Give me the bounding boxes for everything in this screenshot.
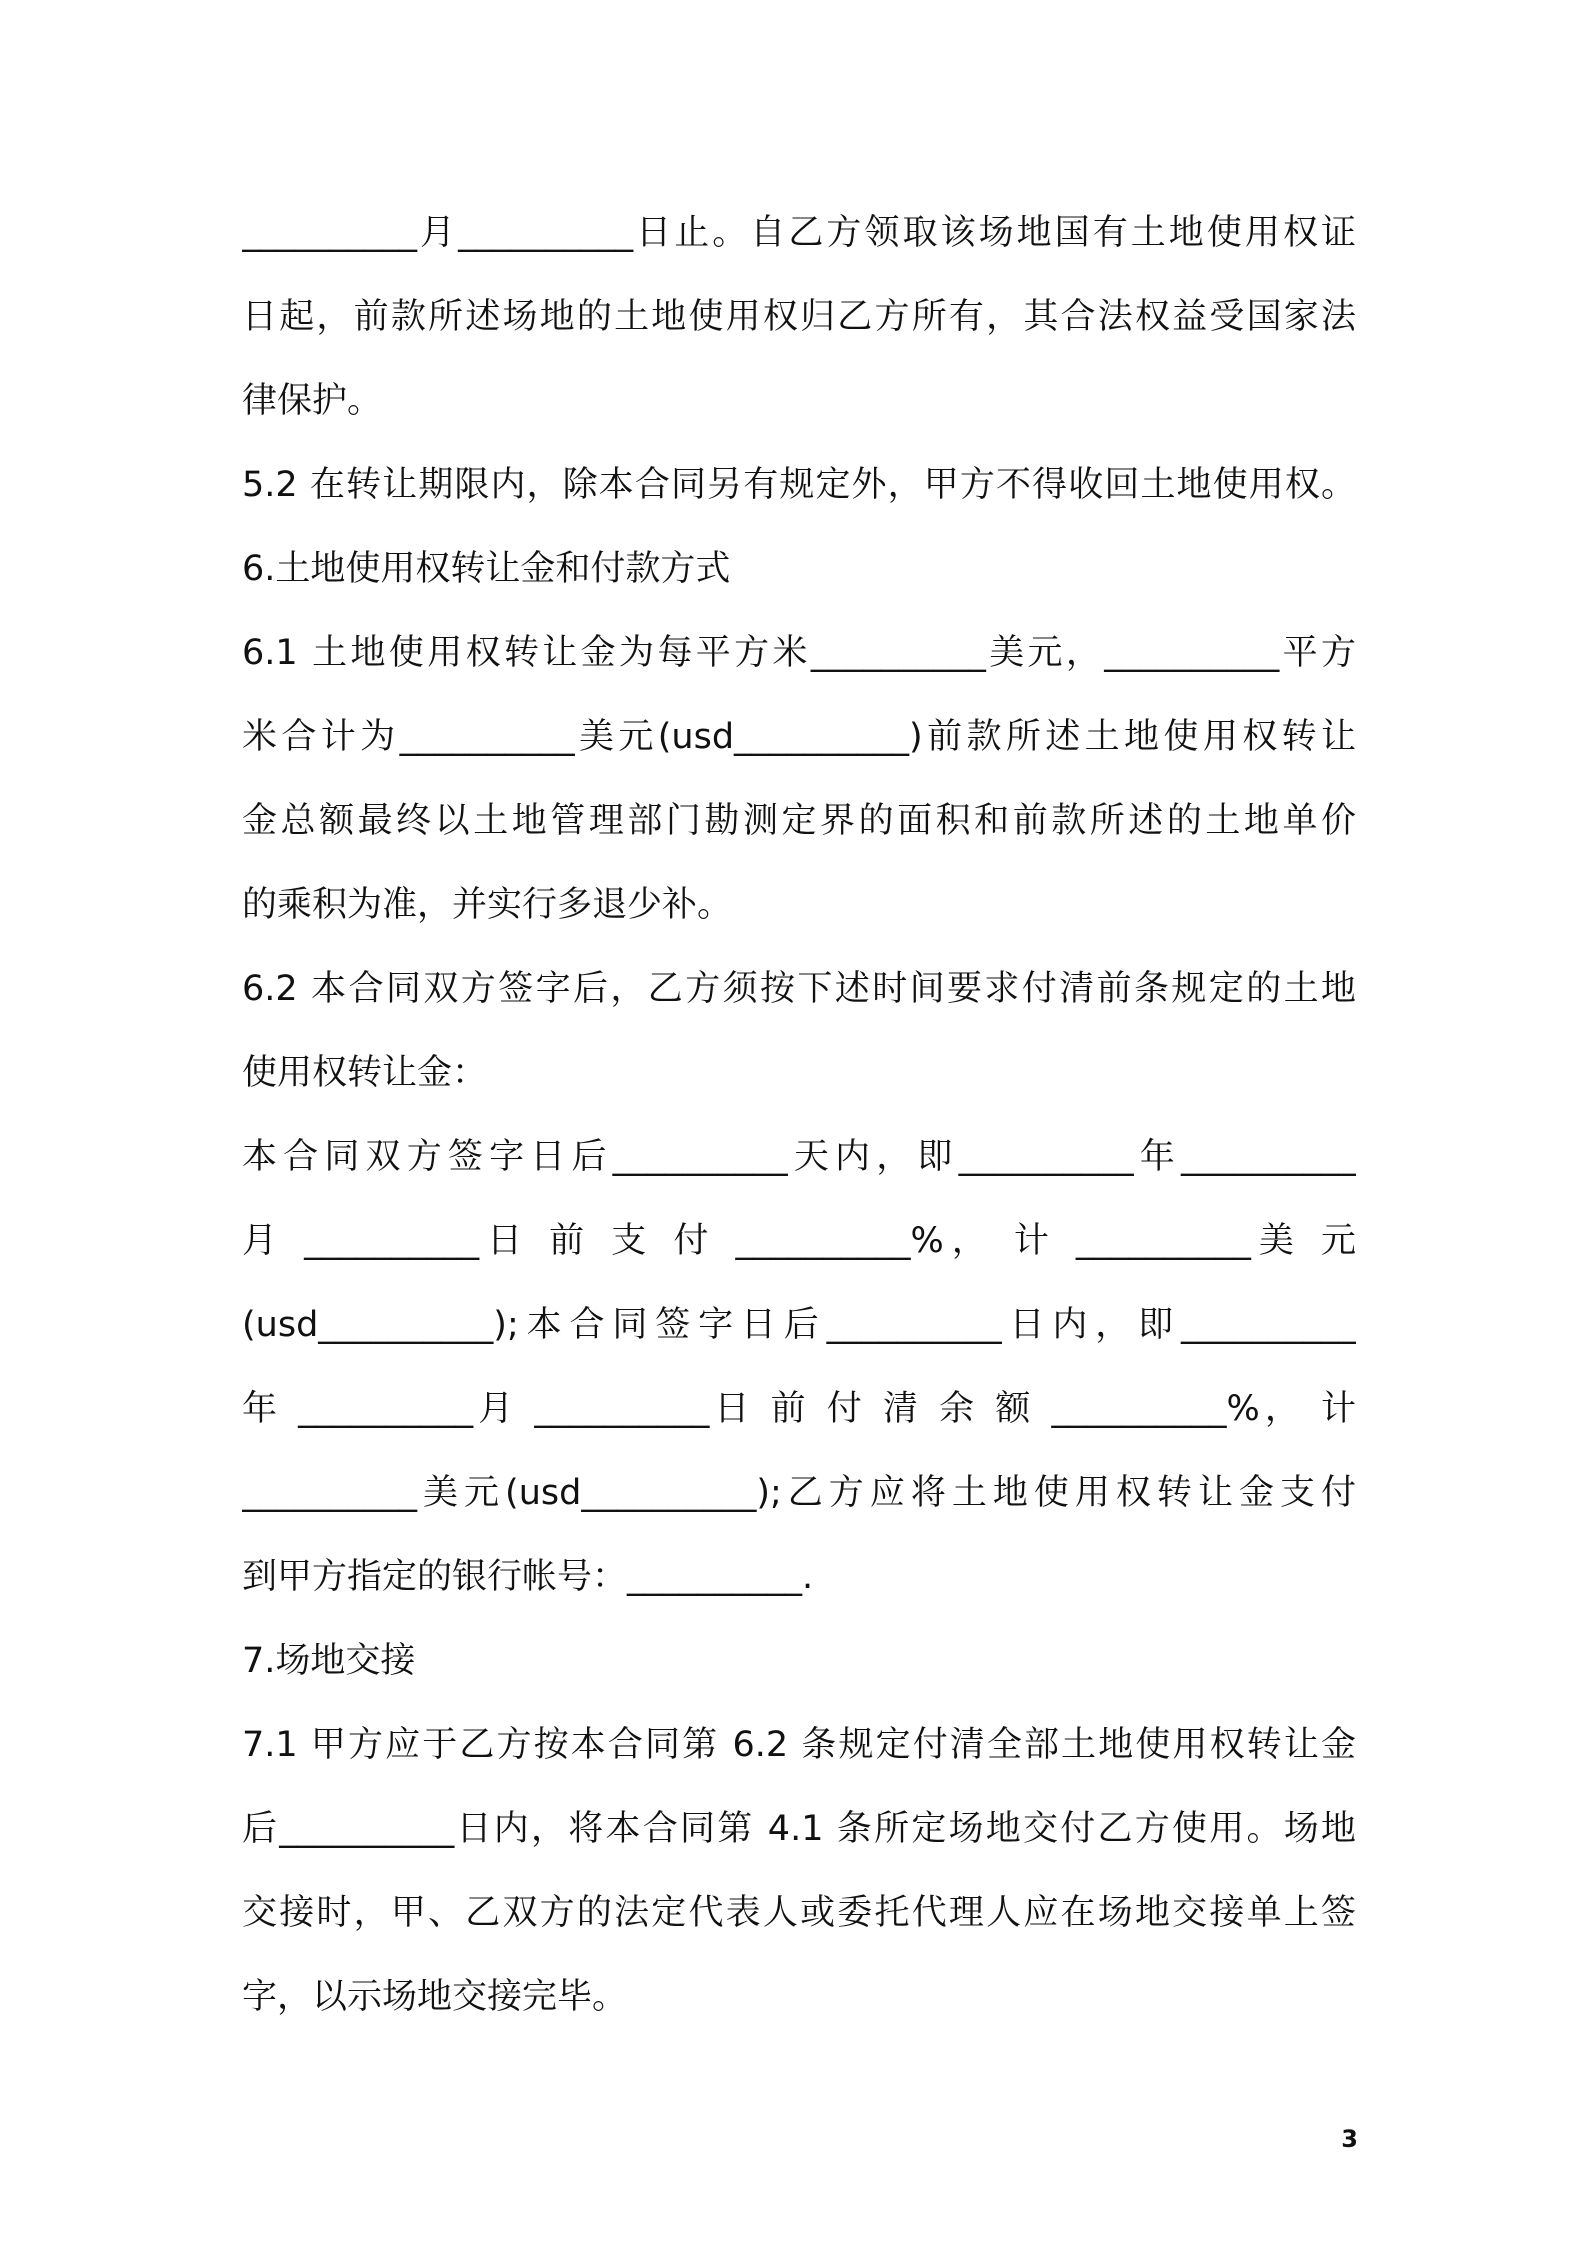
text-line: 本合同双方签字日后__________天内，即__________年__________	[242, 1137, 1356, 1177]
text-line: 的乘积为准，并实行多退少补。	[242, 885, 733, 925]
section-heading: 6.土地使用权转让金和付款方式	[242, 549, 731, 589]
text-line: 米合计为__________美元(usd__________)前款所述土地使用权转让	[242, 717, 1356, 757]
text-line: 5.2 在转让期限内，除本合同另有规定外，甲方不得收回土地使用权。	[242, 465, 1356, 505]
text-line: 律保护。	[242, 381, 383, 421]
section-heading: 7.场地交接	[242, 1641, 416, 1681]
text-line: 字，以示场地交接完毕。	[242, 1977, 628, 2017]
document-body	[242, 198, 1356, 2046]
text-line: 6.2 本合同双方签字后，乙方须按下述时间要求付清前条规定的土地	[242, 969, 1356, 1009]
text-line: __________美元(usd__________);乙方应将土地使用权转让金支付	[242, 1473, 1356, 1513]
page-number: 3	[1341, 2125, 1358, 2153]
text-line: 使用权转让金：	[242, 1053, 488, 1093]
text-line: 年 __________月 __________日 前 付 清 余 额 __________%， 计	[242, 1389, 1356, 1429]
text-line: 日起，前款所述场地的土地使用权归乙方所有，其合法权益受国家法	[242, 297, 1356, 337]
text-line: 月 __________日 前 支 付 __________%， 计 __________美 元	[242, 1221, 1356, 1261]
text-line: 7.1 甲方应于乙方按本合同第 6.2 条规定付清全部土地使用权转让金	[242, 1725, 1356, 1765]
text-line: 6.1 土地使用权转让金为每平方米__________美元，__________平方	[242, 633, 1356, 673]
text-line: (usd__________);本合同签字日后__________日内，即__________	[242, 1305, 1356, 1345]
text-line: 到甲方指定的银行帐号：__________.	[242, 1557, 814, 1597]
text-line: 交接时，甲、乙双方的法定代表人或委托代理人应在场地交接单上签	[242, 1893, 1356, 1933]
text-line: 后__________日内，将本合同第 4.1 条所定场地交付乙方使用。场地	[242, 1809, 1356, 1849]
text-line: __________月__________日止。自乙方领取该场地国有土地使用权证	[242, 213, 1356, 253]
text-line: 金总额最终以土地管理部门勘测定界的面积和前款所述的土地单价	[242, 801, 1356, 841]
